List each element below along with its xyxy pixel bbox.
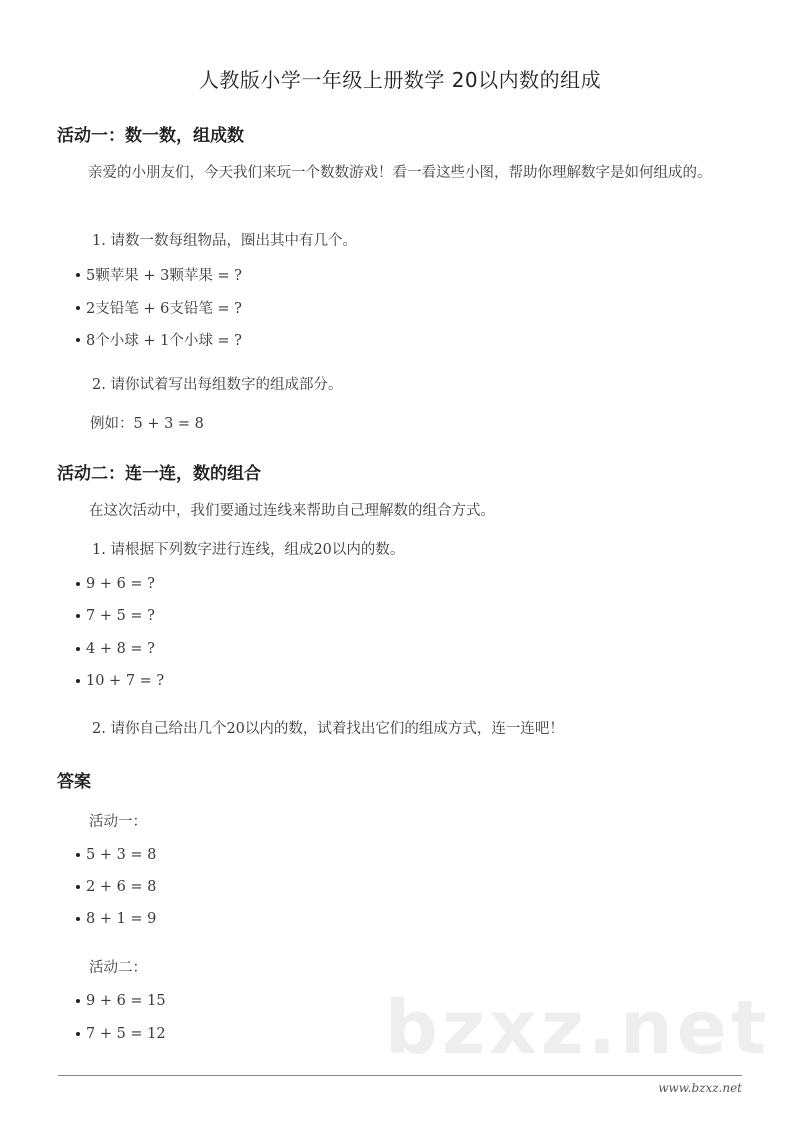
answers-activity1-label: 活动一： <box>89 814 147 830</box>
bullet-icon <box>76 917 80 921</box>
bullet-icon <box>76 679 80 683</box>
list-item-text: 2支铅笔 + 6支铅笔 = ? <box>86 301 242 317</box>
list-item-text: 7 + 5 = ? <box>86 608 155 624</box>
list-item <box>76 847 156 863</box>
list-item <box>76 297 242 318</box>
bullet-icon <box>76 999 80 1003</box>
footer-divider <box>58 1075 742 1076</box>
bullet-icon <box>76 306 80 310</box>
activity1-step2: 2. 请你试着写出每组数字的组成部分。 <box>92 377 343 393</box>
activity2-heading: 活动二：连一连，数的组合 <box>57 464 261 484</box>
list-item <box>76 576 155 592</box>
list-item-text: 8个小球 + 1个小球 = ? <box>86 333 242 349</box>
list-item <box>76 329 242 350</box>
list-item-text: 8 + 1 = 9 <box>86 911 157 927</box>
bullet-icon <box>76 853 80 857</box>
list-item-text: 9 + 6 = 15 <box>86 993 166 1009</box>
activity1-step1: 1. 请数一数每组物品，圈出其中有几个。 <box>92 233 357 249</box>
answers-heading: 答案 <box>57 772 91 792</box>
list-item-text: 9 + 6 = ? <box>86 576 155 592</box>
list-item <box>76 608 155 624</box>
list-item-text: 5 + 3 = 8 <box>86 847 157 863</box>
list-item <box>76 264 242 285</box>
bullet-icon <box>76 1032 80 1036</box>
list-item <box>76 1026 166 1042</box>
list-item-text: 5颗苹果 + 3颗苹果 = ? <box>86 268 242 284</box>
list-item <box>76 641 155 657</box>
bullet-icon <box>76 582 80 586</box>
activity2-step2: 2. 请你自己给出几个20以内的数，试着找出它们的组成方式，连一连吧！ <box>92 721 564 737</box>
activity2-step1: 1. 请根据下列数字进行连线，组成20以内的数。 <box>92 542 405 558</box>
bullet-icon <box>76 614 80 618</box>
list-item-text: 4 + 8 = ? <box>86 641 155 657</box>
bullet-icon <box>76 647 80 651</box>
watermark: bzxz.net <box>385 985 771 1071</box>
activity1-example: 例如：5 + 3 = 8 <box>90 416 204 432</box>
activity1-intro: 亲爱的小朋友们，今天我们来玩一个数数游戏！看一看这些小图，帮助你理解数字是如何组成的。 <box>88 165 712 181</box>
page-title: 人教版小学一年级上册数学 20以内数的组成 <box>198 68 602 92</box>
list-item <box>76 673 164 689</box>
list-item-text: 7 + 5 = 12 <box>86 1026 166 1042</box>
list-item-text: 10 + 7 = ? <box>86 673 165 689</box>
answers-activity2-label: 活动二： <box>89 960 147 976</box>
bullet-icon <box>76 885 80 889</box>
bullet-icon <box>76 273 80 277</box>
list-item <box>76 879 156 895</box>
list-item <box>76 993 166 1009</box>
activity1-heading: 活动一：数一数，组成数 <box>57 126 244 146</box>
activity2-intro: 在这次活动中，我们要通过连线来帮助自己理解数的组合方式。 <box>89 503 495 519</box>
list-item-text: 2 + 6 = 8 <box>86 879 157 895</box>
bullet-icon <box>76 338 80 342</box>
footer-url: www.bzxz.net <box>658 1081 742 1095</box>
list-item <box>76 911 156 927</box>
